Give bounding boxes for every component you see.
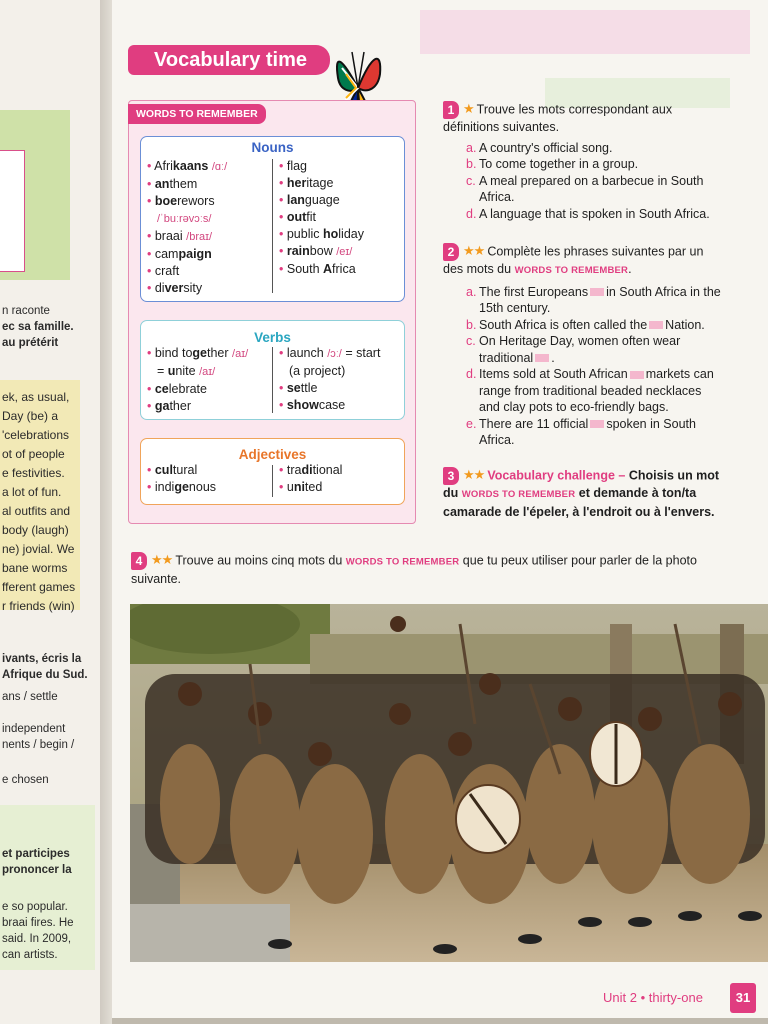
zulu-dancers-photo bbox=[130, 604, 768, 962]
left-text-line: ans / settle bbox=[2, 691, 58, 703]
word-part: ted bbox=[304, 480, 323, 494]
left-text-line: can artists. bbox=[2, 949, 58, 961]
vocab-word bbox=[279, 345, 380, 363]
item-letter: d. bbox=[466, 367, 477, 381]
item-letter: b. bbox=[466, 157, 477, 171]
exercise-item bbox=[466, 140, 723, 157]
phonetic: /ˈbuːrəvɔːs/ bbox=[157, 213, 212, 225]
word-part: guage bbox=[304, 193, 340, 207]
word-part: frica bbox=[332, 262, 356, 276]
instruction-text: . bbox=[628, 262, 632, 276]
vocab-word bbox=[147, 263, 227, 280]
vocab-word bbox=[147, 479, 216, 496]
instruction-text: Trouve au moins cinq mots du bbox=[175, 553, 346, 568]
item-text: in South Africa in the 15th century. bbox=[479, 284, 721, 315]
item-text: South Africa is often called the bbox=[479, 317, 648, 332]
word-stress: A bbox=[323, 262, 333, 276]
show-through-heading bbox=[420, 10, 750, 54]
phonetic: /ɑː/ bbox=[211, 161, 228, 173]
adjectives-heading: Adjectives bbox=[238, 447, 307, 462]
vocab-word bbox=[279, 175, 364, 192]
exercise-2-items bbox=[443, 284, 725, 449]
phonetic: /braɪ/ bbox=[186, 231, 213, 243]
word-stress: ho bbox=[323, 227, 339, 241]
word-stress: an bbox=[154, 177, 170, 191]
nouns-column-2 bbox=[279, 158, 364, 278]
word-stress: di bbox=[301, 463, 313, 477]
word-stress: paign bbox=[178, 247, 212, 261]
divider bbox=[272, 465, 273, 497]
section-title: Vocabulary time bbox=[128, 45, 330, 75]
answer-blank bbox=[590, 420, 604, 428]
word-stress: cul bbox=[154, 463, 173, 477]
word-part: u bbox=[286, 480, 294, 494]
left-text-line: au prétérit bbox=[2, 337, 59, 349]
exercise-3-title: Vocabulary challenge – bbox=[487, 468, 626, 483]
vocab-word bbox=[147, 398, 248, 415]
left-text-line: e chosen bbox=[2, 774, 49, 786]
word-part: tional bbox=[312, 463, 343, 477]
word-part: = bbox=[157, 364, 168, 378]
left-paragraph-line: r friends (win) bbox=[2, 599, 75, 613]
word-stress: show bbox=[286, 398, 319, 412]
difficulty-star-icon: ★★ bbox=[463, 243, 485, 259]
word-part: (a project) bbox=[289, 364, 346, 378]
exercise-2-instruction bbox=[443, 243, 725, 280]
word-part: ther bbox=[206, 346, 229, 360]
difficulty-star-icon: ★ bbox=[463, 101, 474, 117]
item-text: A country's official song. bbox=[479, 140, 613, 155]
phonetic: /aɪ/ bbox=[232, 348, 249, 360]
vocab-word bbox=[279, 226, 364, 243]
vocab-word bbox=[147, 158, 227, 176]
adjectives-column-1 bbox=[147, 462, 216, 496]
exercise-number: 1 bbox=[443, 101, 459, 119]
vocab-word bbox=[279, 261, 364, 278]
vocab-word bbox=[279, 158, 364, 175]
item-text: markets can range from traditional beaded necklaces and clay pots to eco-friendly bags. bbox=[479, 367, 714, 414]
word-part: nous bbox=[188, 480, 217, 494]
item-text: . bbox=[551, 350, 555, 365]
verbs-column-1 bbox=[147, 345, 248, 415]
vocab-word bbox=[147, 345, 248, 363]
item-text: There are 11 official bbox=[479, 416, 589, 431]
word-part: sity bbox=[183, 281, 203, 295]
word-part: public bbox=[286, 227, 323, 241]
answer-blank bbox=[590, 288, 604, 296]
word-stress: ge bbox=[174, 480, 189, 494]
vocab-word bbox=[279, 192, 364, 209]
vocab-word bbox=[147, 246, 227, 263]
word-part: liday bbox=[338, 227, 364, 241]
word-part: = start bbox=[341, 346, 381, 360]
word-part: cam bbox=[154, 247, 179, 261]
exercise-number: 4 bbox=[131, 552, 147, 570]
exercise-3 bbox=[443, 467, 725, 520]
item-letter: b. bbox=[466, 317, 477, 332]
word-stress: boe bbox=[154, 194, 178, 208]
words-to-remember-ref: WORDS TO REMEMBER bbox=[345, 556, 460, 568]
item-text: A language that is spoken in South Africa. bbox=[479, 206, 710, 221]
left-paragraph-line: ek, as usual, bbox=[2, 390, 70, 404]
item-letter: d. bbox=[466, 206, 477, 221]
item-text: Items sold at South African bbox=[479, 367, 628, 381]
word-stress: lan bbox=[286, 193, 305, 207]
vocab-word bbox=[147, 210, 227, 228]
vocab-word bbox=[147, 462, 216, 479]
word-part: case bbox=[318, 398, 346, 412]
word-stress: ce bbox=[154, 382, 169, 396]
item-letter: c. bbox=[466, 334, 476, 348]
left-paragraph-line: a lot of fun. bbox=[2, 485, 62, 499]
item-text: On Heritage Day, women often wear traditional bbox=[479, 334, 681, 365]
left-paragraph bbox=[2, 388, 75, 616]
item-letter: e. bbox=[466, 416, 477, 431]
footer-unit: Unit 2 • thirty-one bbox=[603, 990, 703, 1005]
word-part: tural bbox=[172, 463, 198, 477]
left-page bbox=[0, 0, 108, 1024]
item-letter: a. bbox=[466, 284, 477, 299]
item-text: The first Europeans bbox=[479, 284, 589, 299]
left-paragraph-line: bane worms bbox=[2, 561, 68, 575]
adjectives-box bbox=[140, 438, 405, 505]
exercise-number: 2 bbox=[443, 243, 459, 261]
exercise-item bbox=[466, 366, 725, 416]
vocab-word bbox=[279, 209, 364, 226]
page-number: 31 bbox=[730, 983, 756, 1013]
vocab-word bbox=[279, 380, 380, 397]
answer-blank bbox=[535, 354, 549, 362]
instruction-text: que tu peux utiliser pour parler de la photo suivante. bbox=[131, 553, 697, 586]
word-stress: ni bbox=[293, 480, 305, 494]
word-part: South bbox=[286, 262, 323, 276]
left-text-line: independent bbox=[2, 723, 66, 735]
word-part: craft bbox=[154, 264, 180, 278]
left-page-table bbox=[0, 150, 25, 272]
word-part: Afri bbox=[154, 159, 173, 173]
word-part: them bbox=[169, 177, 198, 191]
exercise-1 bbox=[443, 101, 723, 222]
word-part: tra bbox=[286, 463, 302, 477]
vocab-word bbox=[279, 479, 342, 496]
words-to-remember-tab: WORDS TO REMEMBER bbox=[128, 104, 266, 124]
word-part: braai bbox=[154, 229, 183, 243]
vocab-word bbox=[279, 243, 364, 261]
exercise-item bbox=[466, 333, 725, 366]
word-part: itage bbox=[306, 176, 334, 190]
photo-illustration bbox=[130, 604, 768, 962]
phonetic: /ɔː/ bbox=[327, 348, 342, 360]
exercise-number: 3 bbox=[443, 467, 459, 485]
word-stress: kaans bbox=[172, 159, 209, 173]
left-paragraph-line: Day (be) a bbox=[2, 409, 59, 423]
page-edge bbox=[112, 1018, 768, 1024]
left-text-line: said. In 2009, bbox=[2, 933, 72, 945]
answer-blank bbox=[649, 321, 663, 329]
left-text-line: ec sa famille. bbox=[2, 321, 74, 333]
difficulty-star-icon: ★★ bbox=[463, 467, 485, 483]
exercise-item bbox=[466, 206, 723, 223]
difficulty-star-icon: ★★ bbox=[151, 552, 173, 568]
vocab-word bbox=[147, 381, 248, 398]
exercise-4 bbox=[131, 552, 711, 587]
left-paragraph-line: ne) jovial. We bbox=[2, 542, 75, 556]
exercise-1-items bbox=[443, 140, 723, 223]
phonetic: /eɪ/ bbox=[336, 246, 353, 258]
vocab-word bbox=[147, 193, 227, 210]
verbs-box bbox=[140, 320, 405, 420]
instruction-text: Choisis un mot du bbox=[443, 468, 720, 500]
word-part: bow bbox=[309, 244, 333, 258]
exercise-2 bbox=[443, 243, 725, 449]
divider bbox=[272, 347, 273, 413]
left-paragraph-line: body (laugh) bbox=[2, 523, 69, 537]
left-text-line: n raconte bbox=[2, 305, 50, 317]
item-text: To come together in a group. bbox=[479, 157, 639, 171]
phonetic: /aɪ/ bbox=[199, 366, 216, 378]
item-text: spoken in South Africa. bbox=[479, 416, 696, 447]
word-part: nite bbox=[175, 364, 196, 378]
word-part: indi bbox=[154, 480, 175, 494]
word-stress: ge bbox=[192, 346, 207, 360]
exercise-item bbox=[466, 416, 725, 449]
exercise-item bbox=[466, 173, 723, 206]
instruction-text: Complète les phrases suivantes par un des mots du bbox=[443, 244, 704, 276]
left-text-line: Afrique du Sud. bbox=[2, 669, 88, 681]
nouns-box bbox=[140, 136, 405, 302]
left-paragraph-line: ot of people bbox=[2, 447, 65, 461]
left-page-lightgreen-panel bbox=[0, 805, 95, 970]
word-part: ttle bbox=[300, 381, 318, 395]
item-letter: a. bbox=[466, 140, 477, 155]
word-stress: out bbox=[286, 210, 307, 224]
left-text-line: et participes bbox=[2, 848, 70, 860]
left-text-line: braai fires. He bbox=[2, 917, 74, 929]
nouns-column-1 bbox=[147, 158, 227, 297]
item-text: Nation. bbox=[665, 317, 705, 332]
word-part: di bbox=[154, 281, 165, 295]
words-to-remember-ref: WORDS TO REMEMBER bbox=[514, 265, 629, 276]
answer-blank bbox=[630, 371, 644, 379]
verbs-column-2 bbox=[279, 345, 380, 414]
instruction-text: Trouve les mots correspondant aux définitions suivantes. bbox=[443, 102, 673, 134]
word-stress: ver bbox=[164, 281, 184, 295]
left-text-line: e so popular. bbox=[2, 901, 68, 913]
instruction-text: et demande à ton/ta camarade de l'épeler, à l'endroit ou à l'envers. bbox=[443, 486, 715, 519]
exercise-1-instruction bbox=[443, 101, 723, 136]
exercise-item bbox=[466, 317, 725, 334]
verbs-heading: Verbs bbox=[254, 330, 291, 345]
word-part: rewors bbox=[177, 194, 215, 208]
item-letter: c. bbox=[466, 173, 476, 188]
divider bbox=[272, 159, 273, 293]
left-paragraph-line: e festivities. bbox=[2, 466, 65, 480]
words-to-remember-ref: WORDS TO REMEMBER bbox=[461, 489, 576, 500]
word-part: bind to bbox=[154, 346, 193, 360]
left-text-line: ivants, écris la bbox=[2, 653, 82, 665]
word-part: ther bbox=[169, 399, 191, 413]
vocab-word bbox=[147, 280, 227, 297]
exercise-item bbox=[466, 156, 723, 173]
vocab-word bbox=[279, 397, 380, 414]
left-paragraph-line: 'celebrations bbox=[2, 428, 69, 442]
left-text-line: prononcer la bbox=[2, 864, 72, 876]
word-part: lebrate bbox=[168, 382, 207, 396]
word-part: launch bbox=[286, 346, 324, 360]
word-stress: ga bbox=[154, 399, 170, 413]
left-paragraph-line: fferent games bbox=[2, 580, 76, 594]
vocab-word bbox=[147, 363, 248, 381]
word-part: fit bbox=[306, 210, 317, 224]
left-paragraph-line: al outfits and bbox=[2, 504, 71, 518]
word-part: flag bbox=[286, 159, 308, 173]
left-text-line: nents / begin / bbox=[2, 739, 75, 751]
vocab-word bbox=[279, 363, 380, 380]
item-text: A meal prepared on a barbecue in South Africa. bbox=[479, 173, 704, 204]
left-page-yellow-panel bbox=[0, 380, 80, 613]
exercise-item bbox=[466, 284, 725, 317]
word-stress: se bbox=[286, 381, 301, 395]
vocab-word bbox=[279, 462, 342, 479]
vocab-word bbox=[147, 176, 227, 193]
adjectives-column-2 bbox=[279, 462, 342, 496]
word-stress: rain bbox=[286, 244, 310, 258]
nouns-heading: Nouns bbox=[251, 140, 294, 155]
vocab-word bbox=[147, 228, 227, 246]
word-stress: u bbox=[167, 364, 176, 378]
word-stress: her bbox=[286, 176, 307, 190]
